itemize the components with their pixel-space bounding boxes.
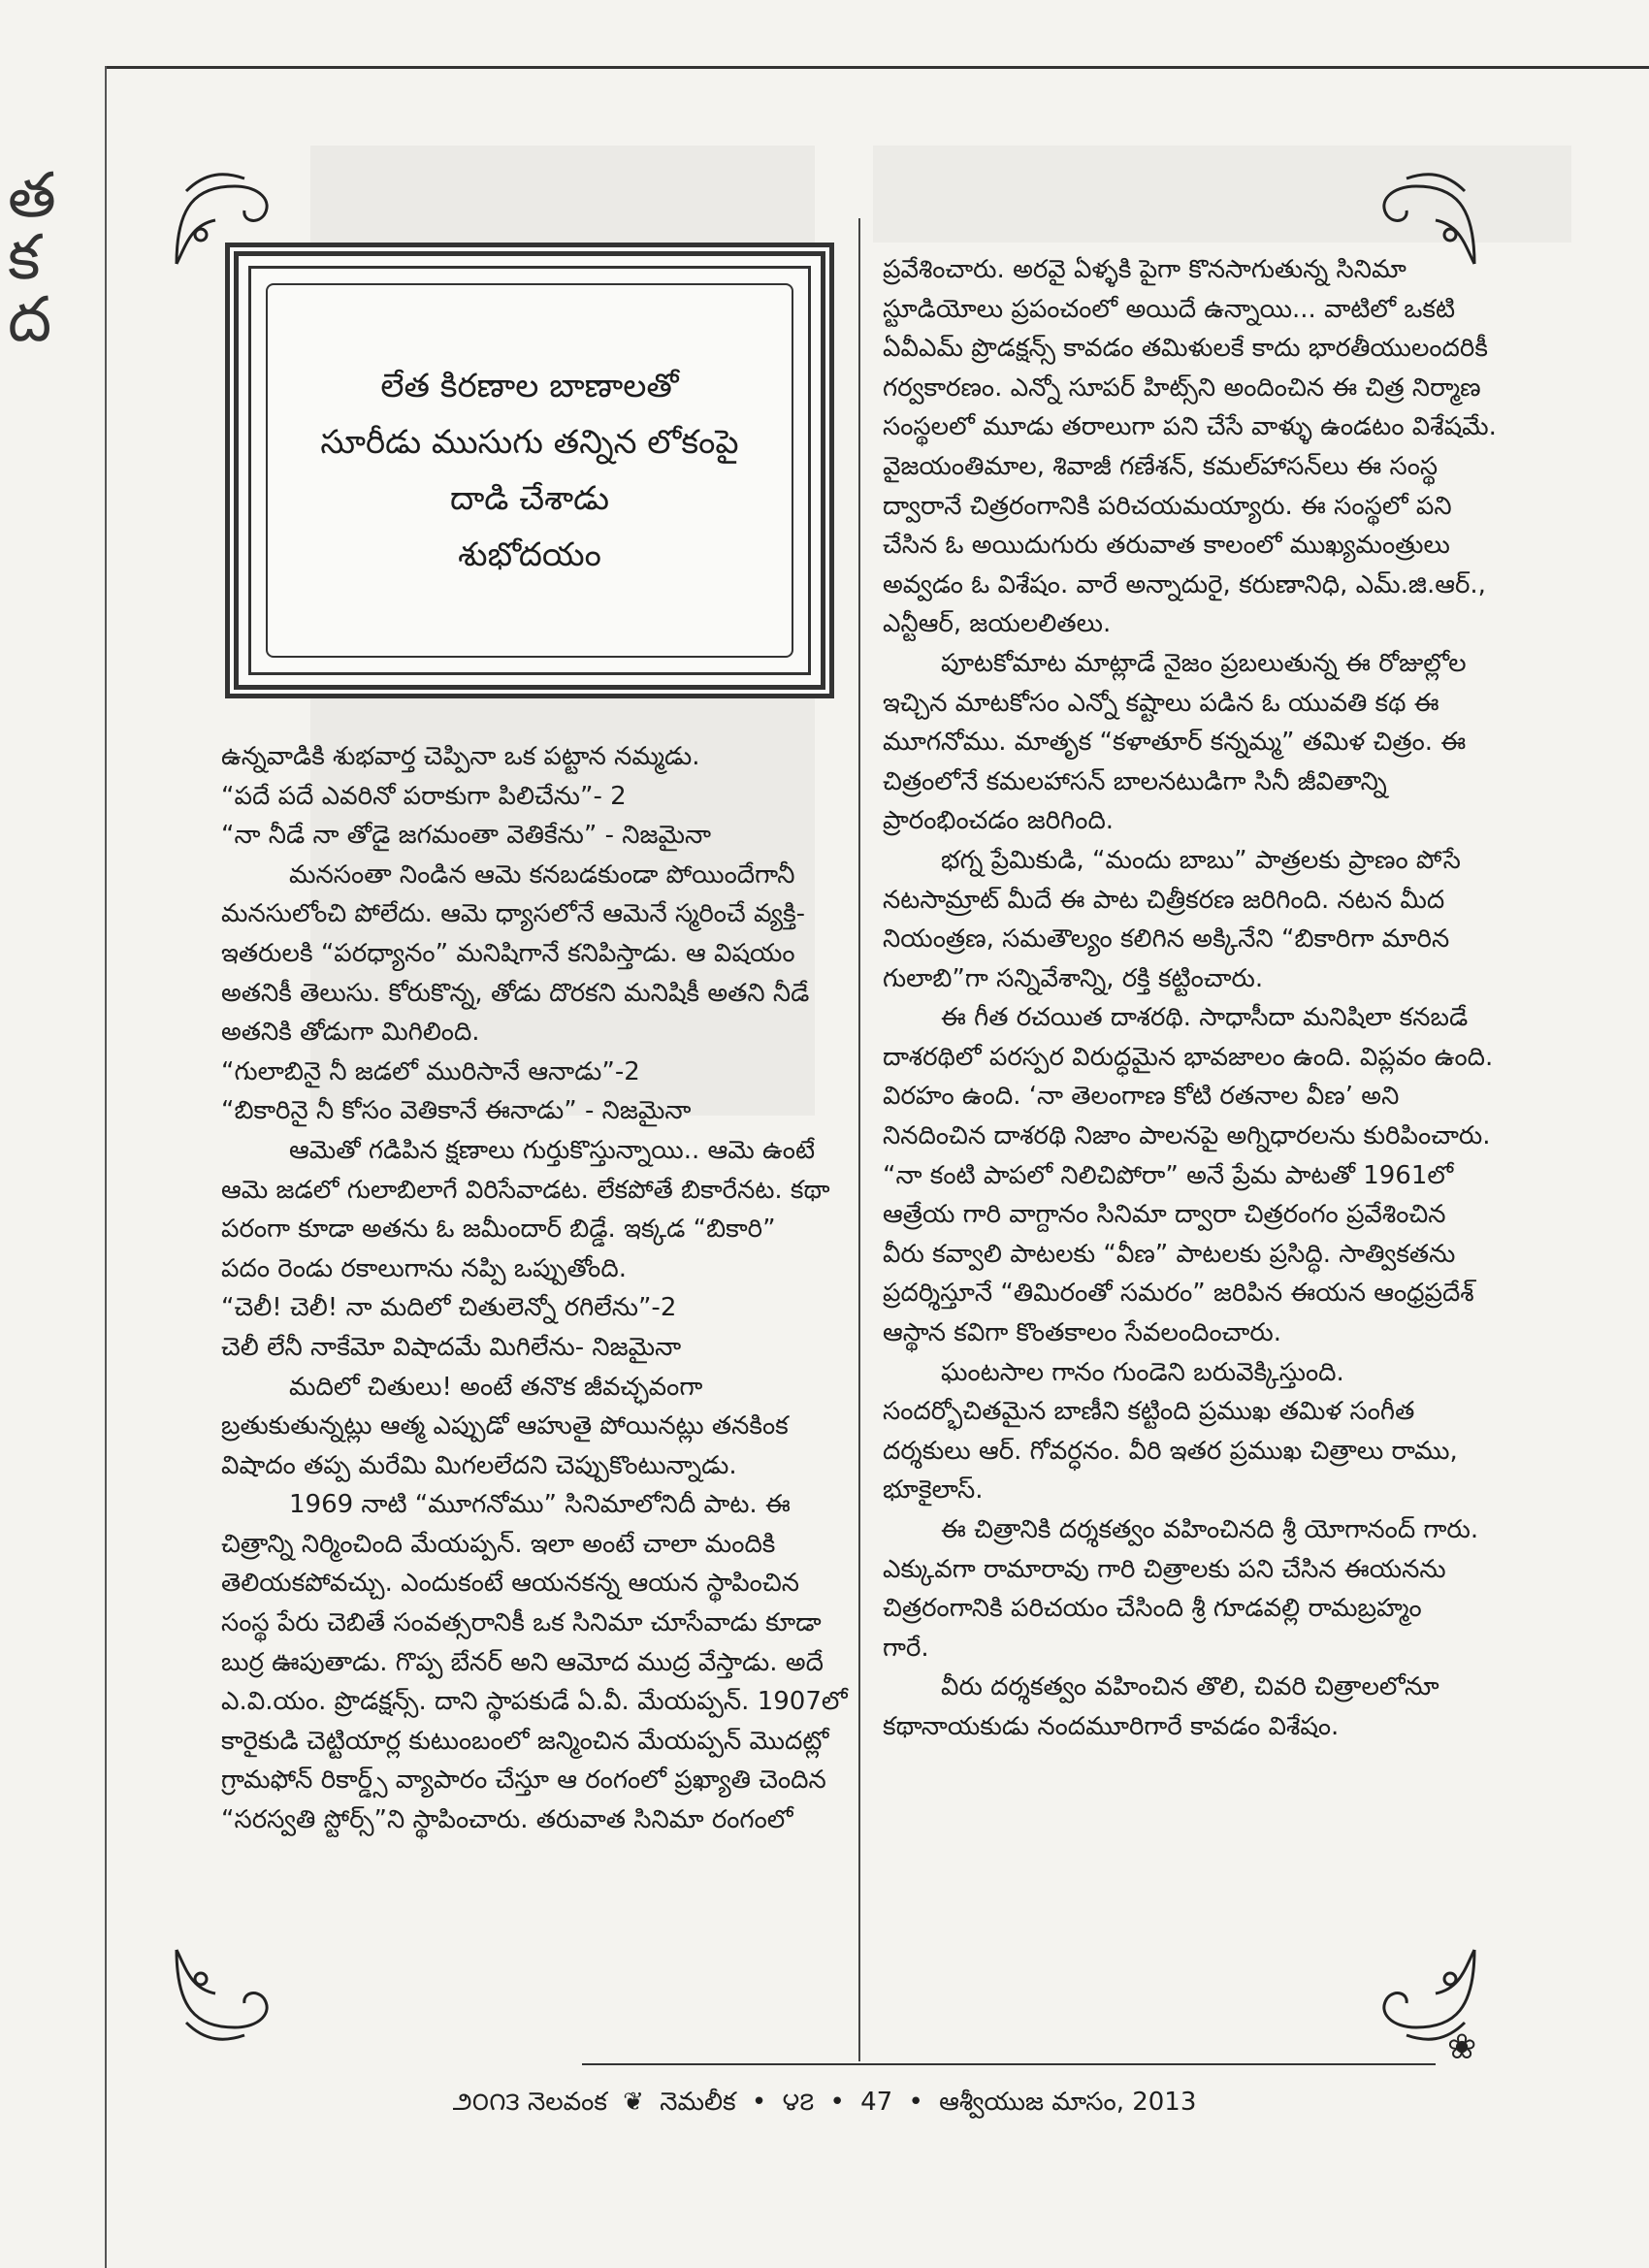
corner-ornament-bottom-left [167,1940,283,2047]
text-line: నియంత్రణ, సమతౌల్యం కలిగిన అక్కినేని “బికారిగా మారిన [883,924,1450,955]
text-line: “బికారినై నీ కోసం వెతికానే ఈనాడు” - నిజమైనా [221,1096,692,1126]
text-line: పూటకోమాట మాట్లాడే నైజం ప్రబలుతున్న ఈ రోజుల్లోల [941,648,1467,678]
text-line: కారైకుడి చెట్టియార్ల కుటుంబంలో జన్మించిన మేయప్పన్ మొదట్లో [221,1726,829,1756]
page-number: 47 [860,2088,893,2117]
text-line: ఈ గీత రచయిత దాశరథి. సాధాసీదా మనిషిలా కనబడే [941,1003,1469,1033]
poem-line: దాడి చేశాడు [449,479,610,518]
text-line: ప్రవేశించారు. అరవై ఏళ్ళకి పైగా కొనసాగుతున్న సినిమా [883,255,1406,284]
text-line: మనసంతా నిండిన ఆమె కనబడకుండా పోయిందేగానీ [289,859,795,890]
text-line: గర్వకారణం. ఎన్నో సూపర్ హిట్స్‌ని అందించిన ఈ చిత్ర నిర్మాణ [883,373,1481,403]
text-line: అతనికీ తెలుసు. కోరుకొన్న, తోడు దొరకని మనిషికీ అతని నీడే [221,978,810,1008]
text-line: కథానాయకుడు నందమూరిగారే కావడం విశేషం. [883,1711,1340,1741]
page-footer: ౨౦౧౩ నెలవంక ❦ నెమలీక • ౪౭ • 47 • ఆశ్వీయుజ మాసం, 2013 [452,2088,1197,2117]
text-line: ఆస్థాన కవిగా కొంతకాలం సేవలందించారు. [883,1318,1281,1348]
text-line: వీరు దర్శకత్వం వహించిన తొలి, చివరి చిత్రాలలోనూ [941,1672,1439,1702]
text-line: ఆమె జడలో గులాబిలాగే విరిసేవాడట. లేకపోతే బికారేనట. కథా [221,1175,830,1205]
text-line: బ్రతుకుతున్నట్లు ఆత్మ ఎప్పుడో ఆహుతై పోయినట్లు తనకింక [221,1411,789,1442]
text-line: విషాదం తప్ప మరేమి మిగలలేదని చెప్పుకొంటున్నాడు. [221,1450,737,1480]
margin-glyph: త [8,160,56,232]
text-line: సంస్థలలో మూడు తరాలుగా పని చేసే వాళ్ళు ఉండటం విశేషమే. [883,412,1497,442]
text-line: “గులాబినై నీ జడలో మురిసానే ఆనాడు”-2 [221,1056,640,1086]
text-line: వీరు కవ్వాలి పాటలకు “వీణ” పాటలకు ప్రసిద్ధి. సాత్వికతను [883,1239,1456,1269]
text-line: “నా కంటి పాపలో నిలిచిపోరా” అనే ప్రేమ పాటతో 1961లో [883,1160,1454,1190]
text-line: భగ్న ప్రేమికుడి, “మందు బాబు” పాత్రలకు ప్రాణం పోసే [941,845,1461,875]
text-line: పరంగా కూడా అతను ఓ జమీందార్ బిడ్డే. ఇక్కడ “బికారి” [221,1215,776,1245]
text-line: “సరస్వతి స్టోర్స్”ని స్థాపించారు. తరువాత సినిమా రంగంలో [221,1805,793,1835]
footer-issue: ౪౭ [782,2088,815,2117]
bottom-rule [582,2063,1436,2065]
margin-rule [105,66,107,2268]
text-line: ఈ చిత్రానికి దర్శకత్వం వహించినది శ్రీ యోగానంద్ గారు. [941,1515,1479,1544]
text-line: ప్రారంభించడం జరిగింది. [883,806,1115,836]
margin-glyph: క [8,222,41,294]
text-line: బుర్ర ఊపుతాడు. గొప్ప బేనర్ అని ఆమోద ముద్ర వేస్తాడు. అదే [221,1647,824,1677]
text-line: “పదే పదే ఎవరినో పరాకుగా పిలిచేను”- 2 [221,781,627,811]
text-line: ఎక్కువగా రామారావు గారి చిత్రాలకు పని చేసిన ఈయనను [883,1554,1446,1584]
peacock-feather-icon: ❦ [623,2088,644,2117]
text-line: చెలీ లేనీ నాకేమో విషాదమే మిగిలేను- నిజమైనా [221,1332,682,1362]
text-line: విరహం ఉంది. ‘నా తెలంగాణ కోటి రతనాల వీణ’ అని [883,1082,1400,1112]
text-line: ఉన్నవాడికి శుభవార్త చెప్పినా ఒక పట్టాన నమ్మడు. [221,742,700,771]
column-divider [858,218,860,2061]
text-line: ఏవీఎమ్ ప్రొడక్షన్స్ కావడం తమిళులకే కాదు భారతీయులందరికీ [883,334,1488,364]
text-line: పదం రెండు రకాలుగాను నప్పి ఒప్పుతోంది. [221,1253,627,1283]
text-line: “నా నీడే నా తోడై జగమంతా వెతికేను” - నిజమైనా [221,821,712,851]
text-line: చేసిన ఓ అయిదుగురు తరువాత కాలంలో ముఖ్యమంత్రులు [883,531,1450,561]
text-line: ద్వారానే చిత్రరంగానికి పరిచయమయ్యారు. ఈ సంస్థలో పని [883,491,1452,521]
text-line: భూకైలాస్. [883,1475,984,1506]
left-column [221,737,848,1840]
text-line: దాశరథిలో పరస్పర విరుద్ధమైన భావజాలం ఉంది. విప్లవం ఉంది. [883,1042,1494,1072]
text-line: వైజయంతిమాల, శివాజీ గణేశన్, కమల్‌హాసన్‌లు ఈ సంస్థ [883,451,1439,481]
text-line: మూగనోము. మాతృక “కళాతూర్ కన్నమ్మ” తమిళ చిత్రం. ఈ [883,728,1467,758]
text-line: ఎ.వి.యం. ప్రొడక్షన్స్. దాని స్థాపకుడే ఏ.వీ. మేయప్పన్. 1907లో [221,1687,848,1717]
poem-line: లేత కిరణాల బాణాలతో [380,367,679,405]
text-line: గులాబి”గా సన్నివేశాన్ని, రక్తి కట్టించారు. [883,963,1264,993]
text-line: మదిలో చితులు! అంటే తనొక జీవచ్ఛవంగా [289,1372,703,1402]
poem-line: శుభోదయం [458,535,601,574]
footer-date: ౨౦౧౩ నెలవంక [452,2088,607,2117]
text-line: స్టూడియోలు ప్రపంచంలో అయిదే ఉన్నాయి... వాటిలో ఒకటి [883,294,1456,324]
text-line: ఆమెతో గడిపిన క్షణాలు గుర్తుకొస్తున్నాయి.. ఆమె ఉంటే [289,1135,816,1165]
text-line: ఇతరులకి “పరధ్యానం” మనిషిగానే కనిపిస్తాడు. ఆ విషయం [221,938,795,968]
footer-month: ఆశ్వీయుజ మాసం, 2013 [939,2088,1197,2117]
poem-line: సూరీడు ముసుగు తన్నిన లోకంపై [320,423,739,462]
framed-poem [320,358,738,583]
text-line: నినదించిన దాశరథి నిజాం పాలనపై అగ్నిధారలను కురిపించారు. [883,1121,1491,1151]
text-line: నటసామ్రాట్ మీదే ఈ పాట చిత్రీకరణ జరిగింది. నటన మీద [883,885,1445,915]
text-line: చిత్రంలోనే కమలహాసన్ బాలనటుడిగా సినీ జీవితాన్ని [883,766,1387,796]
top-rule [107,66,1649,69]
text-line: మనసులోంచి పోలేదు. ఆమె ధ్యాసలోనే ఆమెనే స్మరించే వ్యక్తి- [221,899,806,929]
text-line: సందర్భోచితమైన బాణీని కట్టింది ప్రముఖ తమిళ సంగీత [883,1397,1415,1427]
text-line: ప్రదర్శిస్తూనే “తిమిరంతో సమరం” జరిపిన ఈయన ఆంధ్రప్రదేశ్ [883,1279,1474,1309]
text-line: అతనికి తోడుగా మిగిలింది. [221,1018,480,1048]
ornamental-frame [225,243,834,698]
text-line: 1969 నాటి “మూగనోము” సినిమాలోనిదీ పాట. ఈ [289,1490,791,1520]
margin-glyphs [8,160,56,356]
flower-ornament-icon: ❀ [1447,2027,1477,2067]
text-line: ఘంటసాల గానం గుండెని బరువెక్కిస్తుంది. [941,1357,1344,1387]
text-line: ఎన్టీఆర్, జయలలితలు. [883,609,1112,639]
text-line: అవ్వడం ఓ విశేషం. వారే అన్నాదురై, కరుణానిధి, ఎమ్.జి.ఆర్., [883,569,1486,599]
text-line: చిత్రాన్ని నిర్మించింది మేయప్పన్. ఇలా అంటే చాలా మందికి [221,1529,776,1559]
text-line: ఇచ్చిన మాటకోసం ఎన్నో కష్టాలు పడిన ఓ యువతి కథ ఈ [883,688,1439,718]
footer-magazine: నెమలీక [660,2088,736,2117]
text-line: దర్శకులు ఆర్. గోవర్ధనం. వీరి ఇతర ప్రముఖ చిత్రాలు రాము, [883,1436,1458,1466]
margin-glyph: ద [8,284,52,356]
text-line: “చెలీ! చెలీ! నా మదిలో చితులెన్నో రగిలేను”-2 [221,1293,677,1323]
text-line: ఆత్రేయ గారి వాగ్దానం సినిమా ద్వారా చిత్రరంగం ప్రవేశించిన [883,1200,1446,1230]
text-line: గారే. [883,1633,929,1663]
text-line: గ్రామఫోన్ రికార్డ్స్ వ్యాపారం చేస్తూ ఆ రంగంలో ప్రఖ్యాతి చెందిన [221,1766,826,1796]
text-line: చిత్రరంగానికి పరిచయం చేసింది శ్రీ గూడవల్లి రామబ్రహ్మం [883,1594,1422,1624]
right-column [883,250,1497,1747]
text-line: సంస్థ పేరు చెబితే సంవత్సరానికీ ఒక సినిమా చూసేవాడు కూడా [221,1608,822,1638]
text-line: తెలియకపోవచ్చు. ఎందుకంటే ఆయనకన్న ఆయన స్థాపించిన [221,1569,800,1599]
